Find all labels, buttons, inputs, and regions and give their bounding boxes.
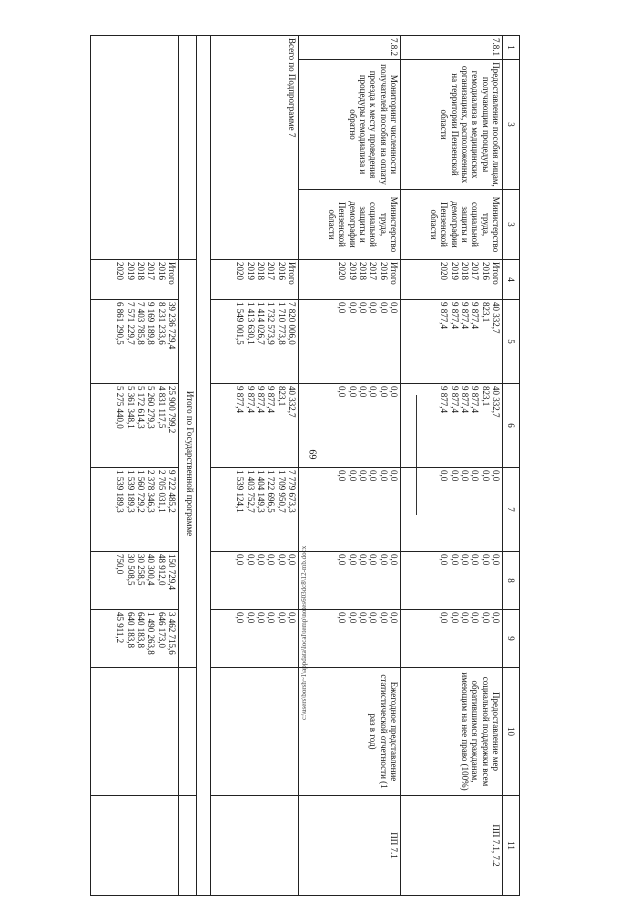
row-id: 7.8.1 [401, 36, 503, 60]
header-cell: 11 [503, 796, 520, 896]
header-cell: 7 [503, 468, 520, 552]
col5-values: 39 236 729,4 8 231 233,6 9 169 189,8 7 403 785,8 7 571 229,7 6 861 290,5 [91, 300, 179, 384]
empty-cell [91, 796, 179, 896]
indicator-ref: ПП 7.1 [299, 796, 401, 896]
header-cell: 6 [503, 384, 520, 468]
header-cell: 8 [503, 552, 520, 610]
empty-cell [91, 668, 179, 796]
header-cell: 4 [503, 260, 520, 300]
measure-name: Мониторинг численности получателей пособия на оплату проезда к месту проведения процедуры гемодиализа и обратно [299, 60, 401, 190]
expected-result: Ежегодное представление статистической отчетности (1 раз в год) [299, 668, 401, 796]
header-cell: 10 [503, 668, 520, 796]
col9-values: 0,0 0,0 0,0 0,0 0,0 0,0 [211, 610, 299, 668]
measure-name: Предоставление пособия лицам, получающим процедуры гемодиализа в медицинских организациях, расположенных на территории Пензенской области [401, 60, 503, 190]
empty-cell [197, 36, 211, 896]
executor: Министерство труда, социальной защиты и демографии Пензенской области [299, 190, 401, 260]
col8-values: 150 729,4 48 912,0 40 300,4 30 258,5 30 508,5 750,0 [91, 552, 179, 610]
program-table-wrapper [90, 35, 520, 895]
row-id: 7.8.2 [299, 36, 401, 60]
footer-file-path: c:\users\borsh~1\appdata\local\temp\notes603dc8\12-mb.docx [300, 545, 308, 720]
col6-values: 25 900 799,2 4 831 117,5 5 260 279,3 5 172 614,3 5 361 348,1 5 275 440,0 [91, 384, 179, 468]
col5-values: 7 820 006,0 1 710 773,8 1 732 573,9 1 414 026,7 1 413 630,1 1 549 001,5 [211, 300, 299, 384]
grand-total-title-row [179, 36, 197, 896]
col6-values: 40 332,7 823,1 9 877,4 9 877,4 9 877,4 9 877,4 [401, 384, 503, 468]
header-cell: 1 [503, 36, 520, 60]
blank-row [197, 36, 211, 896]
col8-values: 0,0 0,0 0,0 0,0 0,0 0,0 [211, 552, 299, 610]
subtotal-label: Всего по Подпрограмме 7 [211, 36, 299, 260]
header-cell: 3 [503, 190, 520, 260]
grand-total-row [91, 36, 179, 896]
col8-values: 0,0 0,0 0,0 0,0 0,0 0,0 [401, 552, 503, 610]
table-row [401, 36, 503, 896]
page-number: 69 [308, 449, 320, 460]
column-header-row [503, 36, 520, 896]
header-cell: 5 [503, 300, 520, 384]
years-list: Итого 2016 2017 2018 2019 2020 [91, 260, 179, 300]
col5-values: 40 332,7 823,1 9 877,4 9 877,4 9 877,4 9 877,4 [401, 300, 503, 384]
empty-cell [211, 796, 299, 896]
table-row [299, 36, 401, 896]
header-cell: 3 [503, 60, 520, 190]
empty-cell [211, 668, 299, 796]
executor: Министерство труда, социальной защиты и демографии Пензенской области [401, 190, 503, 260]
col5-values: 0,0 0,0 0,0 0,0 0,0 0,0 [299, 300, 401, 384]
empty-cell [179, 796, 197, 896]
empty-cell [91, 36, 179, 260]
col9-values: 3 462 715,6 646 173,0 1 490 263,8 640 183,8 640 183,8 45 911,2 [91, 610, 179, 668]
years-list: Итого 2016 2017 2018 2019 2020 [299, 260, 401, 300]
expected-result: Предоставление мер социальной поддержки всем обратившимся гражданам, имеющим на нее право (100%) [401, 668, 503, 796]
col7-values: 0,0 0,0 0,0 0,0 0,0 0,0 [401, 468, 503, 552]
program-table [90, 35, 520, 896]
col9-values: 0,0 0,0 0,0 0,0 0,0 0,0 [299, 610, 401, 668]
empty-cell [179, 36, 197, 260]
years-list: Итого 2016 2017 2018 2019 2020 [401, 260, 503, 300]
col6-values: 40 332,7 823,1 9 877,4 9 877,4 9 877,4 9 877,4 [211, 384, 299, 468]
empty-cell [179, 668, 197, 796]
subtotal-row [211, 36, 299, 896]
indicator-ref: ПП 7.1, 7.2 [401, 796, 503, 896]
header-cell: 9 [503, 610, 520, 668]
col7-values: 7 779 673,3 1 709 950,7 1 722 696,5 1 404 149,3 1 403 752,7 1 539 124,1 [211, 468, 299, 552]
col9-values: 0,0 0,0 0,0 0,0 0,0 0,0 [401, 610, 503, 668]
col6-values: 0,0 0,0 0,0 0,0 0,0 0,0 [299, 384, 401, 468]
grand-total-title: Итого по Государственной программе [179, 260, 197, 668]
col7-values: 0,0 0,0 0,0 0,0 0,0 0,0 [299, 468, 401, 552]
col7-values: 9 722 485,2 2 705 031,1 2 378 346,3 1 560 729,2 1 539 189,3 1 539 189,3 [91, 468, 179, 552]
col8-values: 0,0 0,0 0,0 0,0 0,0 0,0 [299, 552, 401, 610]
years-list: Итого 2016 2017 2018 2019 2020 [211, 260, 299, 300]
